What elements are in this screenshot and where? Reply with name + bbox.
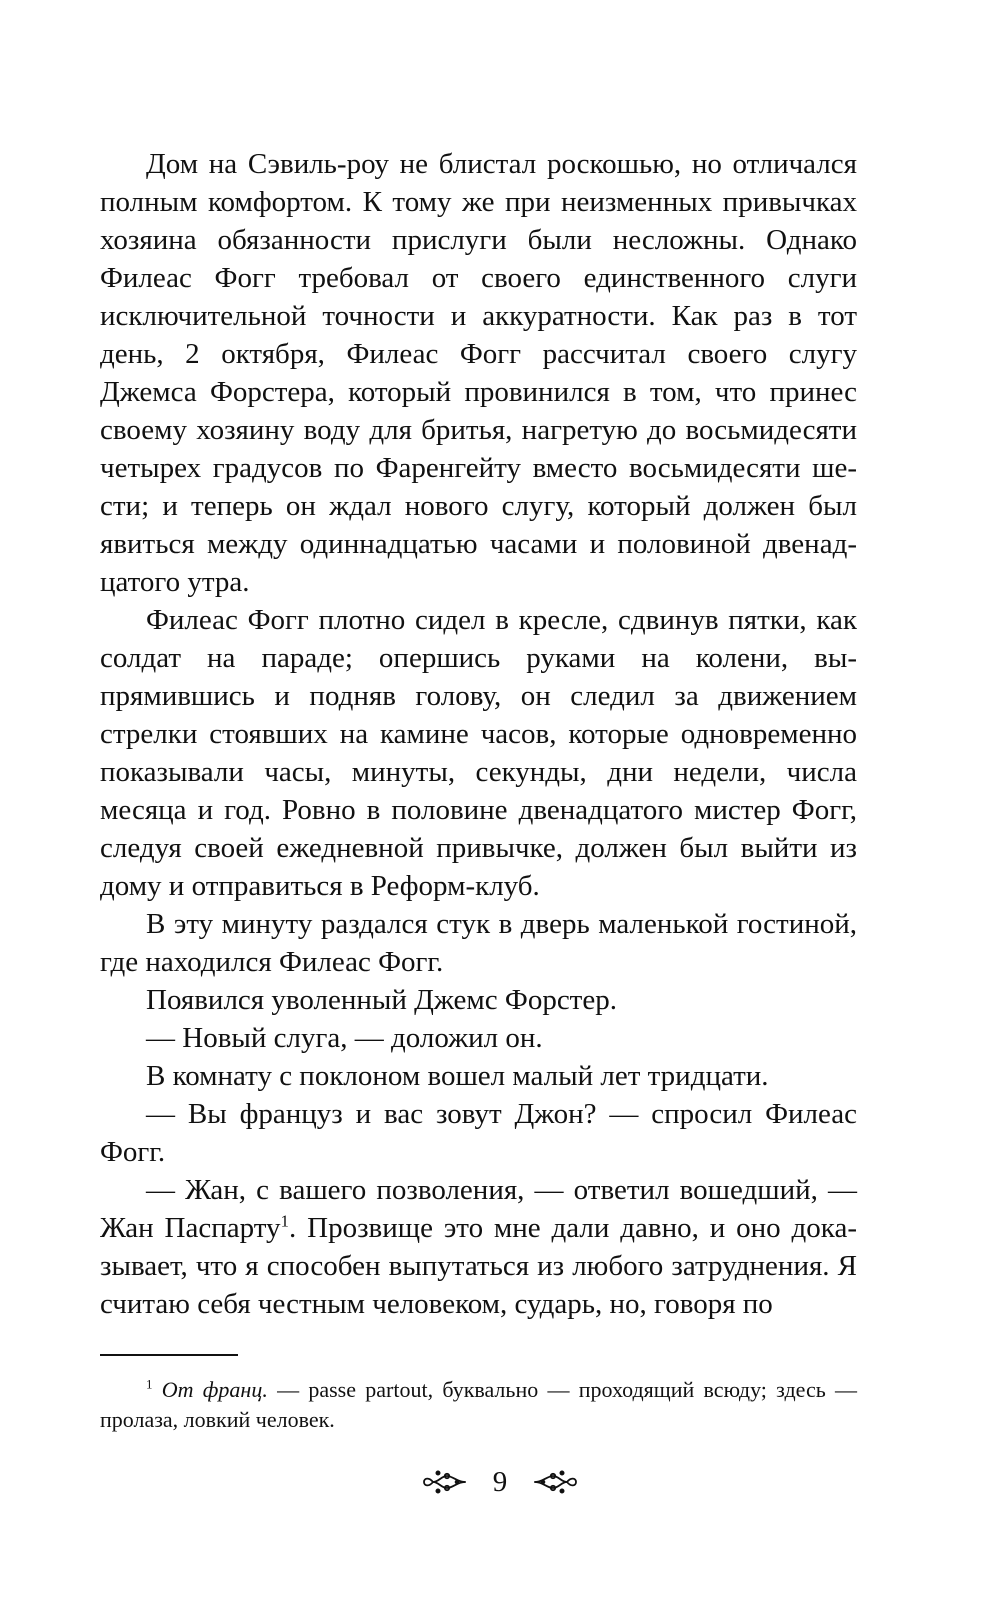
right-ornament-icon	[533, 1467, 579, 1497]
page-footer	[0, 1462, 1000, 1502]
main-text	[100, 145, 857, 1323]
footnote-divider	[100, 1354, 238, 1356]
paragraph-3: В эту минуту раздался стук в дверь маленькой гостиной, где находился Филеас Фогг.	[100, 908, 857, 978]
left-ornament-icon	[421, 1467, 467, 1497]
paragraph-8-start: — Жан, с вашего позволения, — ответил вошедший, — Жан Паспарту	[100, 1174, 857, 1244]
footnote-number: 1	[146, 1376, 153, 1392]
paragraph-7: — Вы француз и вас зовут Джон? — спросил Филеас Фогг.	[100, 1098, 857, 1168]
paragraph-5: — Новый слуга, — доложил он.	[146, 1022, 543, 1054]
page-body	[100, 145, 857, 1323]
paragraph-1: Дом на Сэвиль-роу не блистал роскошью, но отличался полным комфортом. К тому же при неизменных привычках хозяина обязанности прислуги были несложны. Однако Филеас Фогг требовал от своего единственного слуги исключительной точности и аккуратности. Как раз в тот день, 2 октября, Филеас Фогг рассчитал своего слугу Джемса Форстера, который провинился в том, что принес своему хозяину воду для бритья, нагретую до восьмидесяти четырех градусов по Фаренгейту вместо восьмидесяти шести; и теперь он ждал нового слугу, который должен был явиться между одиннадцатью часами и половиной двенадцатого утра.	[100, 148, 857, 598]
paragraph-6: В комнату с поклоном вошел малый лет тридцати.	[146, 1060, 769, 1092]
footnote	[100, 1375, 857, 1435]
paragraph-8-end: . Прозвище это мне дали давно, и оно доказывает, что я способен выпутаться из любого затруднения. Я считаю себя честным человеком, сударь, но, говоря по	[100, 1212, 857, 1320]
footnote-reference[interactable]: 1	[280, 1211, 290, 1231]
page-number: 9	[492, 1465, 508, 1498]
footnote-source-label: От франц.	[161, 1377, 268, 1402]
paragraph-2: Филеас Фогг плотно сидел в кресле, сдвинув пятки, как солдат на параде; опершись руками на колени, выпрямившись и подняв голову, он следил за движением стрелки стоявших на камине часов, которые одновременно показывали часы, минуты, секунды, дни недели, числа месяца и год. Ровно в половине двенадцатого мистер Фогг, следуя своей ежедневной привычке, должен был выйти из дому и отправиться в Реформ-клуб.	[100, 604, 857, 902]
paragraph-4: Появился уволенный Джемс Форстер.	[146, 984, 617, 1016]
footnote-text: — passe partout, буквально — проходящий всюду; здесь — пролаза, ловкий человек.	[100, 1377, 858, 1432]
paragraph-8	[100, 1171, 857, 1323]
